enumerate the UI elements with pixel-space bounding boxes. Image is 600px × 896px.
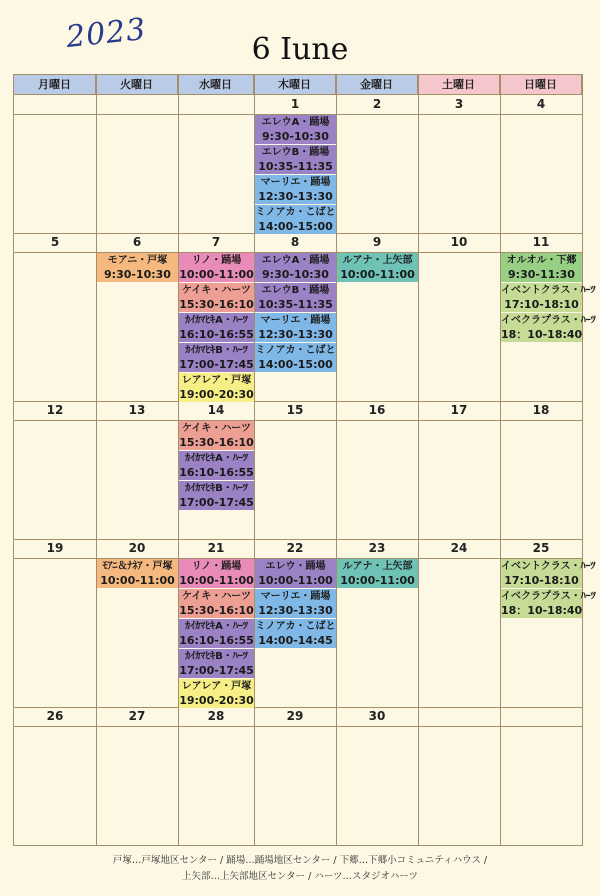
month-title: 6 Iune — [251, 32, 349, 67]
class-event[interactable] — [255, 115, 336, 145]
event-title: ミノアカ・こばと — [255, 207, 336, 218]
class-event[interactable] — [179, 481, 254, 511]
class-event[interactable] — [179, 421, 254, 451]
legend-line-1: 戸塚…戸塚地区センター / 踊場…踊場地区センター / 下郷…下郷小コミュニティハウス / — [112, 855, 488, 866]
weekday-header-tue: 火曜日 — [96, 75, 178, 95]
event-title: マーリエ・踊場 — [260, 591, 331, 602]
day-number: 26 — [46, 709, 64, 723]
day-number — [178, 95, 254, 114]
weekday-header-wed: 水曜日 — [178, 75, 254, 95]
class-event[interactable] — [97, 559, 178, 589]
event-title: ルアナ・上矢部 — [342, 561, 413, 572]
day-number: 15 — [286, 403, 304, 417]
class-event[interactable] — [179, 619, 254, 649]
class-event[interactable] — [255, 589, 336, 619]
event-time: 15:30-16:10 — [179, 604, 254, 617]
class-event[interactable] — [255, 205, 336, 235]
column-divider — [96, 75, 97, 845]
day-number: 8 — [290, 235, 300, 249]
column-divider — [336, 75, 337, 845]
class-event[interactable] — [501, 253, 582, 283]
day-number — [96, 95, 178, 114]
class-event[interactable] — [179, 253, 254, 283]
class-event[interactable] — [179, 373, 254, 403]
event-title: リノ・踊場 — [191, 255, 242, 266]
event-title: ケイキ・ハーツ — [182, 423, 251, 434]
event-title: ケイキ・ハーツ — [182, 285, 251, 296]
event-title: ルアナ・上矢部 — [342, 255, 413, 266]
day-number: 9 — [372, 235, 382, 249]
event-time: 10:00-11:00 — [340, 574, 415, 587]
class-event[interactable] — [337, 253, 418, 283]
day-number: 18 — [532, 403, 550, 417]
day-number: 16 — [368, 403, 386, 417]
event-title: イベクラプラス・ﾊｰﾂ — [501, 591, 596, 602]
class-event[interactable] — [501, 283, 596, 313]
day-number: 12 — [46, 403, 64, 417]
event-title: リノ・踊場 — [191, 561, 242, 572]
event-time: 12:30-13:30 — [258, 328, 333, 341]
class-event[interactable] — [255, 175, 336, 205]
event-time: 10:00-11:00 — [100, 574, 175, 587]
event-title: エレウB・踊場 — [261, 147, 330, 158]
event-time: 9:30-10:30 — [262, 130, 329, 143]
event-title: ﾓｱﾆ＆ﾅﾈｱ・戸塚 — [102, 561, 173, 572]
class-event[interactable] — [501, 589, 596, 619]
day-number: 3 — [454, 97, 464, 111]
event-title: ケイキ・ハーツ — [182, 591, 251, 602]
day-number: 24 — [450, 541, 468, 555]
day-number — [14, 95, 96, 114]
class-event[interactable] — [501, 313, 596, 343]
date-row-divider — [14, 420, 582, 421]
day-number: 2 — [372, 97, 382, 111]
day-number: 25 — [532, 541, 550, 555]
day-number: 5 — [50, 235, 60, 249]
event-time: 14:00-15:00 — [258, 358, 333, 371]
event-time: 9:30-10:30 — [104, 268, 171, 281]
event-time: 15:30-16:10 — [179, 298, 254, 311]
event-time: 16:10-16:55 — [179, 466, 254, 479]
class-event[interactable] — [97, 253, 178, 283]
class-event[interactable] — [179, 283, 254, 313]
event-time: 17:00-17:45 — [179, 664, 254, 677]
weekday-header-sat: 土曜日 — [418, 75, 500, 95]
event-title: イベントクラス・ﾊｰﾂ — [501, 285, 596, 296]
event-time: 17:10-18:10 — [504, 298, 579, 311]
event-time: 10:00-11:00 — [258, 574, 333, 587]
event-time: 12:30-13:30 — [258, 604, 333, 617]
calendar-grid — [13, 74, 596, 846]
event-time: 10:00-11:00 — [340, 268, 415, 281]
column-divider — [418, 75, 419, 845]
day-number: 17 — [450, 403, 468, 417]
class-event[interactable] — [501, 559, 596, 589]
event-title: ｶｲｶﾏﾋｷA・ﾊｰﾂ — [185, 453, 248, 464]
class-event[interactable] — [179, 559, 254, 589]
event-time: 17:00-17:45 — [179, 358, 254, 371]
event-time: 15:30-16:10 — [179, 436, 254, 449]
day-number: 28 — [207, 709, 225, 723]
class-event[interactable] — [179, 679, 254, 709]
class-event[interactable] — [255, 283, 336, 313]
event-time: 17:00-17:45 — [179, 496, 254, 509]
class-event[interactable] — [255, 253, 336, 283]
class-event[interactable] — [255, 619, 336, 649]
event-time: 14:00-15:00 — [258, 220, 333, 233]
day-number: 6 — [132, 235, 142, 249]
event-time: 9:30-11:30 — [508, 268, 575, 281]
day-number — [500, 707, 582, 726]
event-title: マーリエ・踊場 — [260, 315, 331, 326]
weekday-header-mon: 月曜日 — [14, 75, 96, 95]
event-title: ミノアカ・こばと — [255, 621, 336, 632]
class-event[interactable] — [255, 313, 336, 343]
day-number: 23 — [368, 541, 386, 555]
day-number: 14 — [207, 403, 225, 417]
column-divider — [500, 75, 501, 845]
day-number: 10 — [450, 235, 468, 249]
event-time: 18：10-18:40 — [501, 328, 583, 341]
class-event[interactable] — [179, 589, 254, 619]
day-number: 7 — [211, 235, 221, 249]
class-event[interactable] — [255, 145, 336, 175]
event-time: 16:10-16:55 — [179, 328, 254, 341]
day-number: 19 — [46, 541, 64, 555]
day-number: 11 — [532, 235, 550, 249]
event-title: エレウA・踊場 — [261, 117, 330, 128]
day-number: 21 — [207, 541, 225, 555]
event-title: オルオル・下郷 — [506, 255, 577, 266]
class-event[interactable] — [179, 313, 254, 343]
date-row-divider — [14, 726, 582, 727]
event-title: モアニ・戸塚 — [107, 255, 168, 266]
event-title: エレウA・踊場 — [261, 255, 330, 266]
event-title: ｶｲｶﾏﾋｷA・ﾊｰﾂ — [185, 621, 248, 632]
event-title: ｶｲｶﾏﾋｷA・ﾊｰﾂ — [185, 315, 248, 326]
class-event[interactable] — [255, 343, 336, 373]
class-event[interactable] — [255, 559, 336, 589]
class-event[interactable] — [337, 559, 418, 589]
event-time: 14:00-14:45 — [258, 634, 333, 647]
event-time: 16:10-16:55 — [179, 634, 254, 647]
event-title: マーリエ・踊場 — [260, 177, 331, 188]
day-number: 20 — [128, 541, 146, 555]
event-title: イベントクラス・ﾊｰﾂ — [501, 561, 596, 572]
day-number: 13 — [128, 403, 146, 417]
event-title: エレウB・踊場 — [261, 285, 330, 296]
day-number: 27 — [128, 709, 146, 723]
day-number: 1 — [290, 97, 300, 111]
event-title: エレウ・踊場 — [265, 561, 326, 572]
class-event[interactable] — [179, 451, 254, 481]
event-title: ｶｲｶﾏﾋｷB・ﾊｰﾂ — [185, 651, 248, 662]
event-time: 17:10-18:10 — [504, 574, 579, 587]
class-event[interactable] — [179, 343, 254, 373]
event-time: 10:00-11:00 — [179, 574, 254, 587]
event-title: レアレア・戸塚 — [181, 375, 252, 386]
weekday-header-sun: 日曜日 — [500, 75, 582, 95]
day-number: 4 — [536, 97, 546, 111]
event-time: 19:00-20:30 — [179, 694, 254, 707]
event-title: イベクラプラス・ﾊｰﾂ — [501, 315, 596, 326]
event-title: レアレア・戸塚 — [181, 681, 252, 692]
class-event[interactable] — [179, 649, 254, 679]
weekday-header-fri: 金曜日 — [336, 75, 418, 95]
event-time: 10:35-11:35 — [258, 298, 333, 311]
event-title: ｶｲｶﾏﾋｷB・ﾊｰﾂ — [185, 345, 248, 356]
event-time: 19:00-20:30 — [179, 388, 254, 401]
year-label: 2023 — [64, 11, 148, 56]
event-time: 10:00-11:00 — [179, 268, 254, 281]
event-title: ミノアカ・こばと — [255, 345, 336, 356]
legend-line-2: 上矢部…上矢部地区センター / ハーツ…スタジオハーツ — [182, 871, 418, 882]
event-time: 9:30-10:30 — [262, 268, 329, 281]
day-number: 30 — [368, 709, 386, 723]
event-time: 12:30-13:30 — [258, 190, 333, 203]
weekday-header-thu: 木曜日 — [254, 75, 336, 95]
event-title: ｶｲｶﾏﾋｷB・ﾊｰﾂ — [185, 483, 248, 494]
day-number: 22 — [286, 541, 304, 555]
day-number — [418, 707, 500, 726]
event-time: 18：10-18:40 — [501, 604, 583, 617]
event-time: 10:35-11:35 — [258, 160, 333, 173]
day-number: 29 — [286, 709, 304, 723]
